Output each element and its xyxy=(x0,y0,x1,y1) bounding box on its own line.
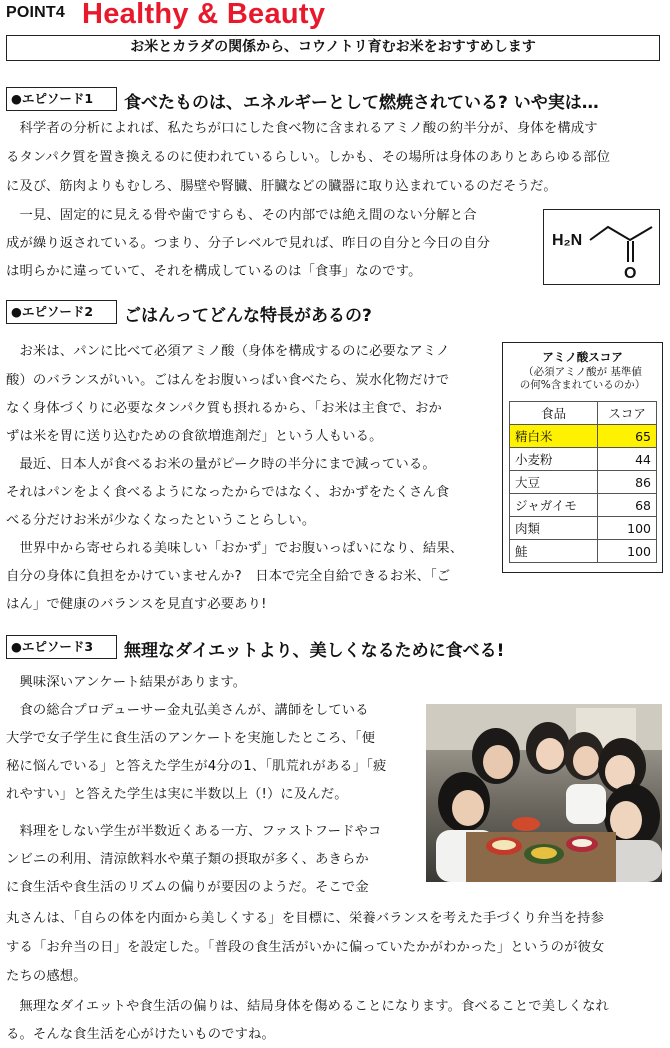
page-title: Healthy & Beauty xyxy=(82,0,326,30)
table-header-row xyxy=(510,402,657,425)
paragraph-line: に食生活や食生活のリズムの偏りが要因のようだ。そこで金 xyxy=(6,880,369,895)
photo-illustration xyxy=(426,704,662,882)
episode1-tag: ●エピソード1 xyxy=(6,87,117,111)
score-cell: 44 xyxy=(598,448,657,471)
paragraph-line: れやすい」と答えた学生は実に半数以上（!）に及んだ。 xyxy=(6,787,348,802)
food-cell: 精白米 xyxy=(510,425,598,448)
paragraph-line: ずは米を胃に送り込むための食欲増進剤だ」という人もいる。 xyxy=(6,429,383,444)
page-subtitle: お米とカラダの関係から、コウノトリ育むお米をおすすめします xyxy=(6,35,660,61)
paragraph-line: ンビニの利用、清涼飲料水や菓子類の摂取が多く、あきらか xyxy=(6,852,369,867)
amino-score-subtitle-line: （必須アミノ酸が 基準値 xyxy=(523,366,642,378)
paragraph-line: は明らかに違っていて、それを構成しているのは「食事」なのです。 xyxy=(6,264,422,279)
episode3-tag: ●エピソード3 xyxy=(6,635,117,659)
paragraph-line: たちの感想。 xyxy=(6,969,87,984)
paragraph-line: 無理なダイエットや食生活の偏りは、結局身体を傷めることになります。食べることで美しくなれ xyxy=(6,999,609,1014)
paragraph-line: 成が繰り返されている。つまり、分子レベルで見れば、昨日の自分と今日の自分 xyxy=(6,236,491,251)
paragraph-line: 食の総合プロデューサー金丸弘美さんが、講師をしている xyxy=(6,703,369,718)
molecule-diagram xyxy=(543,209,660,285)
episode3-heading: 無理なダイエットより、美しくなるために食べる! xyxy=(124,641,505,661)
amino-score-table xyxy=(509,401,657,563)
score-cell: 68 xyxy=(598,494,657,517)
episode2-tag: ●エピソード2 xyxy=(6,300,117,324)
table-row xyxy=(510,448,657,471)
table-row xyxy=(510,471,657,494)
paragraph-line: 酸）のバランスがいい。ごはんをお腹いっぱい食べたら、炭水化物だけで xyxy=(6,373,450,388)
point-label: POINT4 xyxy=(6,4,65,21)
students-bento-photo xyxy=(426,704,662,882)
paragraph-line: べる分だけお米が少なくなったということらしい。 xyxy=(6,513,316,528)
paragraph-line: はん」で健康のバランスを見直す必要あり! xyxy=(6,597,267,612)
carbon-chain xyxy=(590,227,652,240)
oxygen-label: O xyxy=(624,265,637,282)
paragraph-line: に及び、筋肉よりもむしろ、腸壁や腎臓、肝臓などの臓器に取り込まれているのだそうだ。 xyxy=(6,179,557,194)
table-row xyxy=(510,517,657,540)
food-cell: 鮭 xyxy=(510,540,598,563)
amino-score-subtitle xyxy=(502,366,663,392)
paragraph-line: 丸さんは、「自らの体を内面から美しくする」を目標に、栄養バランスを考えた手づくり弁当を持参 xyxy=(6,911,605,926)
paragraph-line: なく身体づくりに必要なタンパク質も摂れるから、「お米は主食で、おか xyxy=(6,401,442,416)
paragraph-line: 世界中から寄せられる美味しい「おかず」でお腹いっぱいになり、結果、 xyxy=(6,541,464,556)
table-row xyxy=(510,540,657,563)
paragraph-line: 最近、日本人が食べるお米の量がピーク時の半分にまで減っている。 xyxy=(6,457,436,472)
paragraph-line: 大学で女子学生に食生活のアンケートを実施したところ、「便 xyxy=(6,731,376,746)
episode2-heading: ごはんってどんな特長があるの? xyxy=(124,306,372,326)
table-row xyxy=(510,494,657,517)
episode1-heading: 食べたものは、エネルギーとして燃焼されている? いや実は… xyxy=(124,93,599,113)
food-cell: 大豆 xyxy=(510,471,598,494)
paragraph-line: それはパンをよく食べるようになったからではなく、おかずをたくさん食 xyxy=(6,485,450,500)
paragraph-line: 秘に悩んでいる」と答えた学生が4分の1、「肌荒れがある」「疲 xyxy=(6,759,387,774)
amine-label: H₂N xyxy=(552,232,583,249)
paragraph-line: お米は、パンに比べて必須アミノ酸（身体を構成するのに必要なアミノ xyxy=(6,344,450,359)
paragraph-line: るタンパク質を置き換えるのに使われているらしい。しかも、その場所は身体のありとあらゆる部位 xyxy=(6,150,611,165)
column-header-food: 食品 xyxy=(510,402,598,425)
food-cell: ジャガイモ xyxy=(510,494,598,517)
paragraph-line: 自分の身体に負担をかけていませんか? 日本で完全自給できるお米、「ご xyxy=(6,569,451,584)
score-cell: 100 xyxy=(598,517,657,540)
paragraph-line: 科学者の分析によれば、私たちが口にした食べ物に含まれるアミノ酸の約半分が、身体を構成す xyxy=(6,121,598,136)
score-cell: 65 xyxy=(598,425,657,448)
paragraph-line: 興味深いアンケート結果があります。 xyxy=(6,675,247,690)
column-header-score: スコア xyxy=(598,402,657,425)
paragraph-line: する「お弁当の日」を設定した。「普段の食生活がいかに偏っていたかがわかった」というのが彼女 xyxy=(6,940,605,955)
amino-score-subtitle-line: の何%含まれているのか） xyxy=(519,379,646,391)
amino-score-title: アミノ酸スコア xyxy=(542,350,623,364)
table-row xyxy=(510,425,657,448)
score-cell: 86 xyxy=(598,471,657,494)
score-cell: 100 xyxy=(598,540,657,563)
paragraph-line: 一見、固定的に見える骨や歯ですらも、その内部では絶え間のない分解と合 xyxy=(6,208,477,223)
paragraph-line: 料理をしない学生が半数近くある一方、ファストフードやコ xyxy=(6,824,382,839)
food-cell: 肉類 xyxy=(510,517,598,540)
food-cell: 小麦粉 xyxy=(510,448,598,471)
aminoacetone-structure xyxy=(544,210,658,283)
paragraph-line: る。そんな食生活を心がけたいものですね。 xyxy=(6,1027,275,1042)
